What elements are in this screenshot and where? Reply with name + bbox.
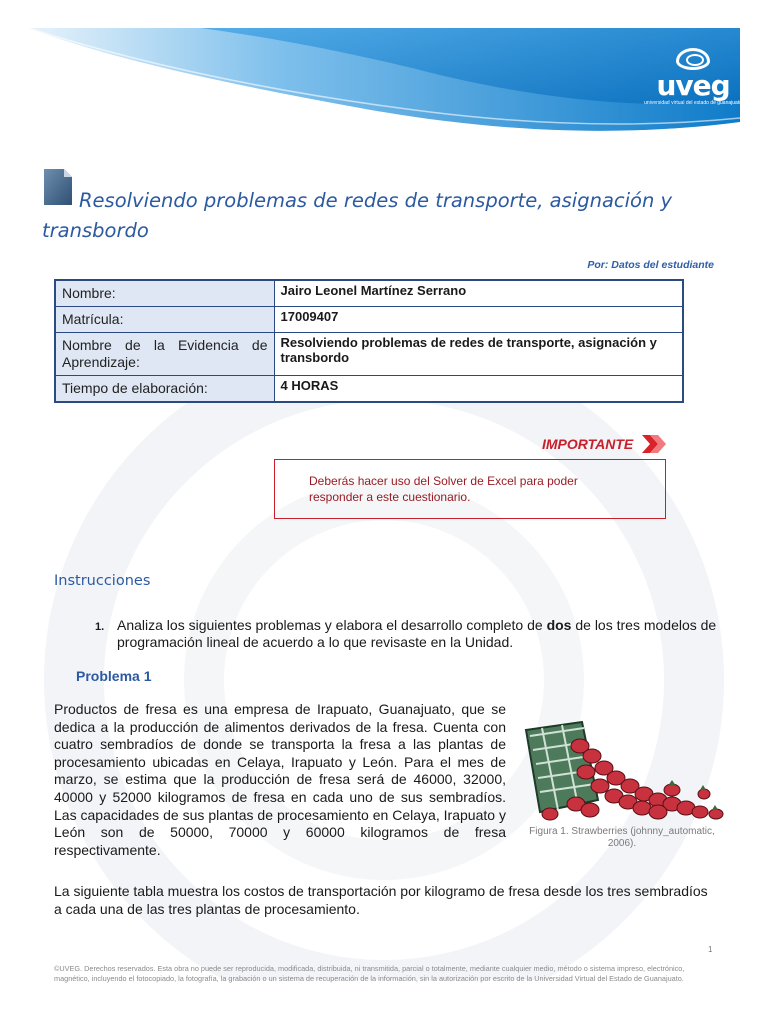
evidence-label: Nombre de la Evidencia de Aprendizaje:: [55, 333, 274, 376]
student-data-note: Por: Datos del estudiante: [587, 259, 714, 271]
instructions-heading: Instrucciones: [54, 573, 151, 589]
instruction-text-after: de los tres modelos de programación lineal de acuerdo a lo que revisaste en la Unidad.: [117, 617, 717, 650]
logo-text: uveg: [656, 69, 730, 102]
instruction-text-bold: dos: [546, 617, 572, 633]
student-info-table: [54, 279, 684, 403]
evidence-value: Resolviendo problemas de redes de transporte, asignación y transbordo: [274, 333, 683, 376]
matricula-value: 17009407: [274, 307, 683, 333]
page-number: 1: [708, 945, 713, 954]
importante-label: IMPORTANTE: [542, 436, 634, 452]
name-value: Jairo Leonel Martínez Serrano: [274, 280, 683, 307]
logo-subtext: universidad virtual del estado de guanajuato: [644, 100, 742, 106]
name-label: Nombre:: [55, 280, 274, 307]
problem-1-heading: Problema 1: [76, 668, 152, 684]
logo-emblem-icon: [676, 48, 710, 70]
table-row: [55, 333, 683, 376]
uveg-logo: [644, 48, 742, 106]
page-title: Resolviendo problemas de redes de transporte, asignación y transbordo: [42, 189, 673, 242]
matricula-label: Matrícula:: [55, 307, 274, 333]
problem-1-paragraph-2: La siguiente tabla muestra los costos de transportación por kilogramo de fresa desde los tres sembradíos a cada una de las tres plantas de procesamiento.: [54, 883, 708, 917]
time-value: 4 HORAS: [274, 376, 683, 403]
figure-caption: Figura 1. Strawberries (johnny_automatic, 2006).: [529, 826, 715, 849]
strawberries-figure: [520, 716, 726, 822]
double-chevron-right-icon: [640, 432, 668, 456]
problem-1-paragraph: Productos de fresa es una empresa de Irapuato, Guanajuato, que se dedica a la producción de alimentos derivados de la fresa. Cuenta con cuatro sembradíos de donde se transporta la fresa a las plantas de procesamiento ubicadas en Celaya, Irapuato y León. Para el mes de marzo, se estima que la producción de fresa será de 46000, 32000, 40000 y 52000 kilogramos de fresa en cada uno de sus sembradíos. Las capacidades de sus plantas de procesamiento en Celaya, Irapuato y León son de 50000, 70000 y 60000 kilogramos de fresa respectivamente.: [54, 701, 506, 858]
time-label: Tiempo de elaboración:: [55, 376, 274, 403]
importante-box: Deberás hacer uso del Solver de Excel para poder responder a este cuestionario.: [274, 459, 666, 519]
instruction-item: [117, 617, 717, 651]
table-row: [55, 376, 683, 403]
list-number: 1.: [95, 621, 105, 633]
table-row: [55, 307, 683, 333]
table-row: [55, 280, 683, 307]
copyright-footer: ©UVEG. Derechos reservados. Esta obra no puede ser reproducida, modificada, distribuida, ni transmitida, parcial o totalmente, mediante cualquier medio, método o sistema impreso, electrónico, magnético, incluyendo el fotocopiado, la fotografía, la grabación o un sistema de recuperación de la información, sin la autorización por escrito de la Universidad Virtual del Estado de Guanajuato.: [54, 964, 685, 983]
instruction-text-before: Analiza los siguientes problemas y elabora el desarrollo completo de: [117, 617, 547, 633]
